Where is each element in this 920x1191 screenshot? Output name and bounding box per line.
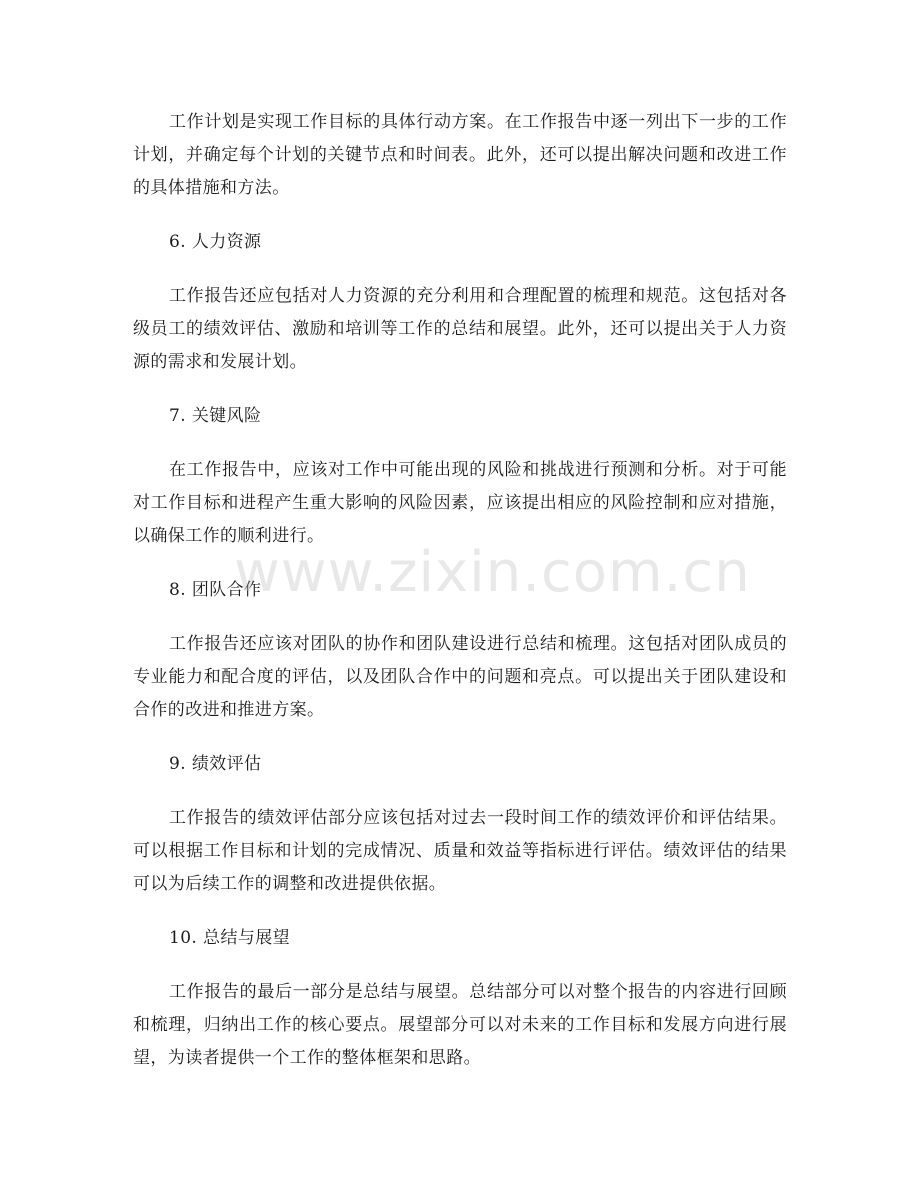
document-body — [133, 106, 787, 1096]
section-heading-key-risks: 7. 关键风险 — [169, 406, 262, 426]
intro-paragraph: 工作计划是实现工作目标的具体行动方案。在工作报告中逐一列出下一步的工作计划，并确定每个计划的关键节点和时间表。此外，还可以提出解决问题和改进工作的具体措施和方法。 — [133, 112, 787, 198]
section-paragraph-teamwork: 工作报告还应该对团队的协作和团队建设进行总结和梳理。这包括对团队成员的专业能力和配合度的评估，以及团队合作中的问题和亮点。可以提出关于团队建设和合作的改进和推进方案。 — [133, 634, 787, 720]
section-paragraph-performance-evaluation: 工作报告的绩效评估部分应该包括对过去一段时间工作的绩效评价和评估结果。可以根据工作目标和计划的完成情况、质量和效益等指标进行评估。绩效评估的结果可以为后续工作的调整和改进提供依据。 — [133, 808, 787, 894]
section-heading-teamwork: 8. 团队合作 — [169, 580, 262, 600]
section-paragraph-key-risks: 在工作报告中，应该对工作中可能出现的风险和挑战进行预测和分析。对于可能对工作目标和进程产生重大影响的风险因素，应该提出相应的风险控制和应对措施，以确保工作的顺利进行。 — [133, 460, 787, 546]
section-paragraph-summary-outlook: 工作报告的最后一部分是总结与展望。总结部分可以对整个报告的内容进行回顾和梳理，归纳出工作的核心要点。展望部分可以对未来的工作目标和发展方向进行展望，为读者提供一个工作的整体框架和思路。 — [133, 982, 787, 1068]
watermark: www.zixin.com.cn — [234, 540, 751, 605]
section-heading-performance-evaluation: 9. 绩效评估 — [169, 754, 262, 774]
section-heading-human-resources: 6. 人力资源 — [169, 232, 262, 252]
section-heading-summary-outlook: 10. 总结与展望 — [169, 928, 291, 948]
section-paragraph-human-resources: 工作报告还应包括对人力资源的充分利用和合理配置的梳理和规范。这包括对各级员工的绩效评估、激励和培训等工作的总结和展望。此外，还可以提出关于人力资源的需求和发展计划。 — [133, 286, 787, 372]
